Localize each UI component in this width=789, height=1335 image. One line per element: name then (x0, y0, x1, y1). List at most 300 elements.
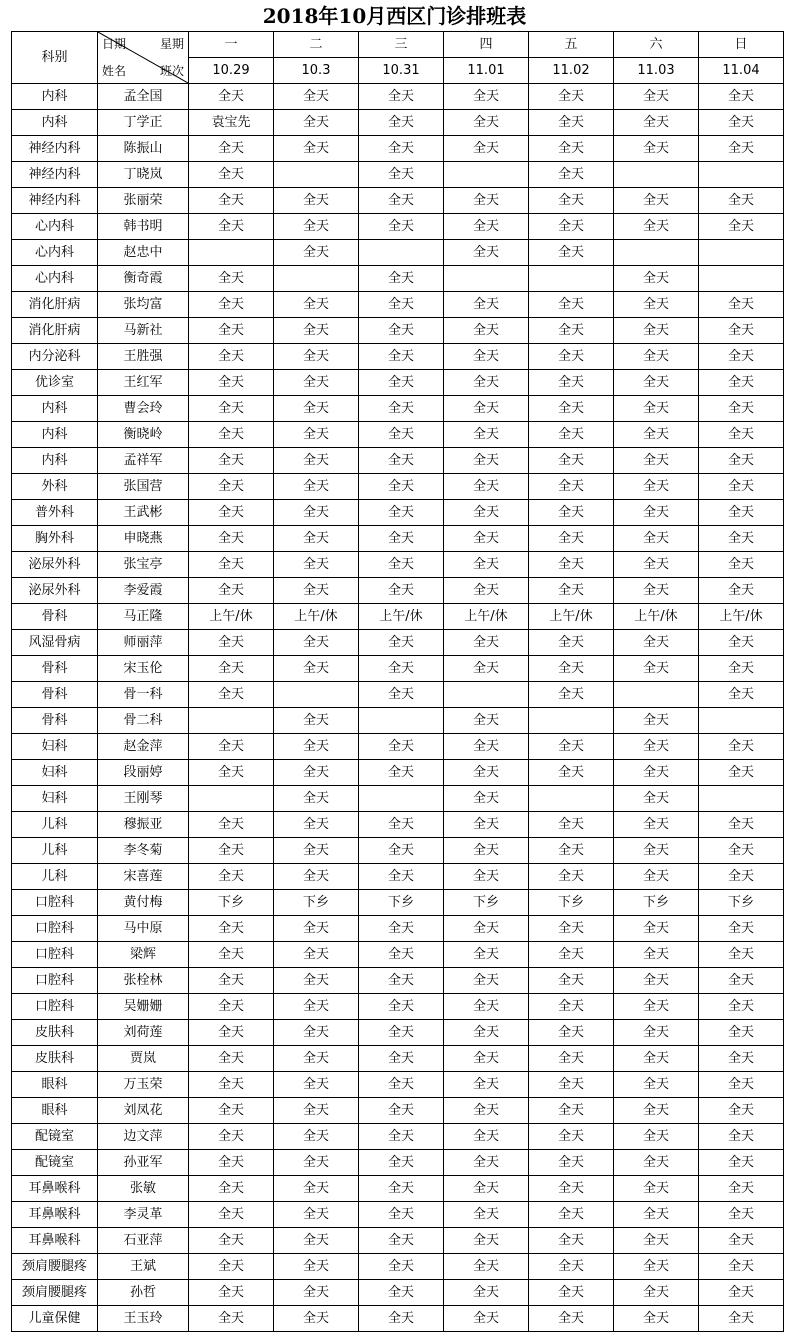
weekday-cell: 二 (274, 32, 359, 58)
dept-cell: 骨科 (12, 656, 98, 682)
shift-cell: 全天 (274, 1280, 359, 1306)
shift-cell: 全天 (614, 786, 699, 812)
shift-cell: 全天 (614, 1124, 699, 1150)
shift-cell: 全天 (699, 630, 784, 656)
shift-cell: 全天 (614, 578, 699, 604)
dept-cell: 配镜室 (12, 1124, 98, 1150)
shift-cell: 下乡 (699, 890, 784, 916)
shift-cell (444, 682, 529, 708)
diag-shift-label: 班次 (159, 64, 184, 78)
shift-cell: 全天 (274, 708, 359, 734)
dept-cell: 内科 (12, 422, 98, 448)
shift-cell: 全天 (529, 1020, 614, 1046)
shift-cell: 上午/休 (189, 604, 274, 630)
shift-cell (529, 786, 614, 812)
shift-cell: 全天 (189, 864, 274, 890)
shift-cell: 全天 (359, 994, 444, 1020)
table-row (12, 708, 784, 734)
shift-cell: 全天 (359, 656, 444, 682)
shift-cell: 全天 (444, 1020, 529, 1046)
shift-cell: 全天 (359, 1072, 444, 1098)
shift-cell: 全天 (359, 942, 444, 968)
shift-cell: 全天 (359, 214, 444, 240)
shift-cell: 全天 (444, 968, 529, 994)
shift-cell: 全天 (699, 110, 784, 136)
shift-cell: 全天 (529, 656, 614, 682)
shift-cell: 全天 (529, 1254, 614, 1280)
dept-cell: 颈肩腰腿疼 (12, 1254, 98, 1280)
shift-cell: 全天 (189, 1280, 274, 1306)
shift-cell: 全天 (359, 448, 444, 474)
shift-cell: 全天 (444, 448, 529, 474)
shift-cell: 全天 (529, 682, 614, 708)
shift-cell (529, 708, 614, 734)
table-row (12, 552, 784, 578)
shift-cell: 全天 (529, 942, 614, 968)
shift-cell: 全天 (444, 1098, 529, 1124)
shift-cell: 全天 (189, 448, 274, 474)
shift-cell: 全天 (529, 760, 614, 786)
shift-cell: 全天 (614, 1098, 699, 1124)
shift-cell: 全天 (359, 1202, 444, 1228)
dept-cell: 耳鼻喉科 (12, 1176, 98, 1202)
shift-cell: 全天 (529, 1202, 614, 1228)
dept-cell: 外科 (12, 474, 98, 500)
shift-cell: 全天 (359, 188, 444, 214)
table-row (12, 318, 784, 344)
dept-cell: 神经内科 (12, 136, 98, 162)
shift-cell: 全天 (614, 942, 699, 968)
shift-cell: 全天 (699, 1202, 784, 1228)
shift-cell: 全天 (444, 474, 529, 500)
shift-cell: 全天 (699, 968, 784, 994)
doctor-name-cell: 段丽婷 (98, 760, 189, 786)
shift-cell: 全天 (274, 864, 359, 890)
dept-cell: 口腔科 (12, 916, 98, 942)
table-row (12, 630, 784, 656)
shift-cell: 全天 (189, 994, 274, 1020)
shift-cell: 全天 (359, 1124, 444, 1150)
shift-cell: 全天 (274, 734, 359, 760)
shift-cell: 全天 (274, 188, 359, 214)
shift-cell: 全天 (529, 864, 614, 890)
shift-cell: 全天 (529, 474, 614, 500)
shift-cell: 全天 (189, 474, 274, 500)
shift-cell: 全天 (274, 84, 359, 110)
shift-cell: 全天 (529, 1306, 614, 1332)
shift-cell: 全天 (444, 1046, 529, 1072)
shift-cell: 全天 (699, 1020, 784, 1046)
shift-cell: 全天 (444, 422, 529, 448)
shift-cell: 全天 (529, 1098, 614, 1124)
shift-cell: 全天 (614, 370, 699, 396)
shift-cell: 上午/休 (614, 604, 699, 630)
dept-cell: 内科 (12, 396, 98, 422)
shift-cell: 全天 (529, 84, 614, 110)
shift-cell: 全天 (189, 162, 274, 188)
shift-cell (274, 682, 359, 708)
shift-cell: 全天 (529, 968, 614, 994)
doctor-name-cell: 万玉荣 (98, 1072, 189, 1098)
diag-date-label: 日期 (102, 37, 127, 51)
table-row (12, 344, 784, 370)
doctor-name-cell: 黄付梅 (98, 890, 189, 916)
shift-cell: 全天 (444, 1072, 529, 1098)
table-row (12, 968, 784, 994)
shift-cell: 全天 (699, 526, 784, 552)
schedule-body (12, 32, 784, 1332)
shift-cell (699, 266, 784, 292)
shift-cell: 全天 (529, 1176, 614, 1202)
shift-cell: 全天 (529, 812, 614, 838)
shift-cell: 全天 (614, 708, 699, 734)
shift-cell: 全天 (274, 786, 359, 812)
dept-cell: 口腔科 (12, 994, 98, 1020)
shift-cell: 全天 (359, 1228, 444, 1254)
date-cell: 10.3 (274, 58, 359, 84)
shift-cell (614, 240, 699, 266)
shift-cell (699, 162, 784, 188)
dept-cell: 泌尿外科 (12, 578, 98, 604)
shift-cell: 全天 (529, 578, 614, 604)
shift-cell: 全天 (614, 838, 699, 864)
shift-cell: 全天 (699, 474, 784, 500)
date-cell: 11.04 (699, 58, 784, 84)
table-row (12, 942, 784, 968)
shift-cell: 全天 (359, 474, 444, 500)
shift-cell (699, 786, 784, 812)
shift-cell: 全天 (359, 578, 444, 604)
shift-cell: 全天 (444, 838, 529, 864)
shift-cell: 全天 (189, 1306, 274, 1332)
table-row (12, 500, 784, 526)
table-row (12, 786, 784, 812)
shift-cell: 全天 (359, 344, 444, 370)
table-row (12, 994, 784, 1020)
doctor-name-cell: 曹会玲 (98, 396, 189, 422)
shift-cell: 全天 (359, 1046, 444, 1072)
shift-cell: 全天 (529, 396, 614, 422)
dept-cell: 普外科 (12, 500, 98, 526)
shift-cell: 全天 (614, 1228, 699, 1254)
shift-cell: 全天 (529, 188, 614, 214)
shift-cell: 全天 (359, 84, 444, 110)
shift-cell: 全天 (359, 682, 444, 708)
dept-cell: 妇科 (12, 786, 98, 812)
doctor-name-cell: 衡晓岭 (98, 422, 189, 448)
shift-cell: 全天 (359, 864, 444, 890)
doctor-name-cell: 孙哲 (98, 1280, 189, 1306)
shift-cell: 全天 (699, 1046, 784, 1072)
doctor-name-cell: 刘荷莲 (98, 1020, 189, 1046)
shift-cell: 全天 (614, 1150, 699, 1176)
shift-cell: 全天 (274, 292, 359, 318)
shift-cell (359, 708, 444, 734)
shift-cell: 上午/休 (274, 604, 359, 630)
dept-cell: 消化肝病 (12, 292, 98, 318)
shift-cell: 全天 (529, 1124, 614, 1150)
table-row (12, 656, 784, 682)
shift-cell: 全天 (274, 838, 359, 864)
shift-cell: 全天 (529, 994, 614, 1020)
shift-cell: 全天 (529, 292, 614, 318)
shift-cell: 全天 (444, 344, 529, 370)
shift-cell: 全天 (274, 1306, 359, 1332)
table-row (12, 734, 784, 760)
dept-cell: 骨科 (12, 708, 98, 734)
dept-cell: 耳鼻喉科 (12, 1202, 98, 1228)
dept-header: 科别 (12, 32, 98, 84)
table-row (12, 838, 784, 864)
shift-cell: 全天 (274, 240, 359, 266)
shift-cell: 全天 (359, 1150, 444, 1176)
shift-cell: 全天 (274, 1046, 359, 1072)
dept-cell: 儿童保健 (12, 1306, 98, 1332)
shift-cell: 全天 (359, 1280, 444, 1306)
dept-cell: 内科 (12, 448, 98, 474)
shift-cell: 全天 (274, 1176, 359, 1202)
shift-cell: 全天 (359, 968, 444, 994)
dept-cell: 心内科 (12, 240, 98, 266)
shift-cell: 全天 (614, 318, 699, 344)
dept-cell: 消化肝病 (12, 318, 98, 344)
doctor-name-cell: 吴姗姗 (98, 994, 189, 1020)
shift-cell: 全天 (444, 84, 529, 110)
dept-cell: 眼科 (12, 1072, 98, 1098)
shift-cell: 全天 (529, 370, 614, 396)
shift-cell: 全天 (529, 916, 614, 942)
doctor-name-cell: 孟祥军 (98, 448, 189, 474)
dept-cell: 颈肩腰腿疼 (12, 1280, 98, 1306)
shift-cell: 全天 (359, 500, 444, 526)
table-row (12, 162, 784, 188)
shift-cell: 全天 (444, 1254, 529, 1280)
table-row (12, 604, 784, 630)
shift-cell: 全天 (529, 422, 614, 448)
table-row (12, 292, 784, 318)
shift-cell: 全天 (274, 656, 359, 682)
shift-cell: 全天 (699, 1072, 784, 1098)
shift-cell: 全天 (444, 552, 529, 578)
shift-cell: 全天 (359, 1254, 444, 1280)
diag-name-label: 姓名 (102, 64, 127, 78)
dept-cell: 内科 (12, 84, 98, 110)
shift-cell: 全天 (444, 500, 529, 526)
shift-cell: 全天 (444, 188, 529, 214)
shift-cell: 全天 (274, 318, 359, 344)
shift-cell: 全天 (359, 136, 444, 162)
shift-cell: 全天 (699, 1306, 784, 1332)
table-row (12, 812, 784, 838)
shift-cell (699, 708, 784, 734)
shift-cell: 全天 (529, 1150, 614, 1176)
doctor-name-cell: 张丽荣 (98, 188, 189, 214)
doctor-name-cell: 王武彬 (98, 500, 189, 526)
doctor-name-cell: 韩书明 (98, 214, 189, 240)
shift-cell: 全天 (699, 942, 784, 968)
shift-cell (274, 266, 359, 292)
shift-cell: 全天 (189, 292, 274, 318)
dept-cell: 心内科 (12, 214, 98, 240)
shift-cell: 全天 (614, 292, 699, 318)
dept-cell: 心内科 (12, 266, 98, 292)
shift-cell: 全天 (189, 838, 274, 864)
shift-cell: 全天 (274, 1072, 359, 1098)
date-cell: 11.02 (529, 58, 614, 84)
shift-cell: 全天 (274, 344, 359, 370)
doctor-name-cell: 李灵革 (98, 1202, 189, 1228)
shift-cell: 全天 (189, 188, 274, 214)
shift-cell: 全天 (529, 448, 614, 474)
doctor-name-cell: 贾岚 (98, 1046, 189, 1072)
shift-cell: 全天 (359, 370, 444, 396)
shift-cell: 全天 (614, 526, 699, 552)
shift-cell: 袁宝先 (189, 110, 274, 136)
shift-cell: 全天 (359, 318, 444, 344)
shift-cell: 全天 (614, 968, 699, 994)
doctor-name-cell: 王斌 (98, 1254, 189, 1280)
shift-cell: 全天 (699, 318, 784, 344)
table-row (12, 1280, 784, 1306)
shift-cell: 全天 (189, 734, 274, 760)
shift-cell: 全天 (529, 1280, 614, 1306)
shift-cell: 全天 (189, 552, 274, 578)
shift-cell: 全天 (699, 864, 784, 890)
shift-cell: 全天 (444, 370, 529, 396)
shift-cell: 全天 (444, 708, 529, 734)
date-cell: 11.01 (444, 58, 529, 84)
shift-cell: 全天 (699, 292, 784, 318)
weekday-cell: 一 (189, 32, 274, 58)
doctor-name-cell: 王刚琴 (98, 786, 189, 812)
shift-cell: 全天 (189, 136, 274, 162)
shift-cell: 全天 (189, 682, 274, 708)
table-row (12, 84, 784, 110)
shift-cell: 全天 (614, 812, 699, 838)
shift-cell: 全天 (189, 812, 274, 838)
shift-cell: 全天 (614, 474, 699, 500)
shift-cell: 全天 (189, 656, 274, 682)
table-row (12, 1176, 784, 1202)
shift-cell (189, 786, 274, 812)
shift-cell (529, 266, 614, 292)
shift-cell: 全天 (614, 136, 699, 162)
shift-cell: 全天 (444, 292, 529, 318)
shift-cell: 全天 (189, 1020, 274, 1046)
table-row (12, 1124, 784, 1150)
shift-cell: 全天 (444, 630, 529, 656)
shift-cell: 全天 (614, 448, 699, 474)
shift-cell: 全天 (444, 136, 529, 162)
shift-cell: 全天 (274, 110, 359, 136)
table-row (12, 864, 784, 890)
shift-cell: 全天 (274, 422, 359, 448)
shift-cell: 全天 (189, 1176, 274, 1202)
dept-cell: 口腔科 (12, 942, 98, 968)
shift-cell: 全天 (699, 1176, 784, 1202)
shift-cell: 全天 (699, 656, 784, 682)
weekday-cell: 五 (529, 32, 614, 58)
doctor-name-cell: 石亚萍 (98, 1228, 189, 1254)
shift-cell (274, 162, 359, 188)
table-row (12, 474, 784, 500)
shift-cell: 全天 (529, 500, 614, 526)
shift-cell: 全天 (614, 1202, 699, 1228)
shift-cell: 全天 (359, 526, 444, 552)
date-cell: 10.29 (189, 58, 274, 84)
shift-cell: 全天 (699, 682, 784, 708)
shift-cell: 全天 (614, 422, 699, 448)
doctor-name-cell: 马中原 (98, 916, 189, 942)
shift-cell: 全天 (444, 786, 529, 812)
shift-cell: 全天 (699, 500, 784, 526)
shift-cell: 全天 (189, 1098, 274, 1124)
weekday-cell: 日 (699, 32, 784, 58)
shift-cell: 全天 (189, 1072, 274, 1098)
shift-cell: 全天 (699, 422, 784, 448)
shift-cell: 全天 (699, 552, 784, 578)
shift-cell: 全天 (359, 760, 444, 786)
shift-cell: 全天 (614, 1306, 699, 1332)
shift-cell: 全天 (699, 578, 784, 604)
date-cell: 11.03 (614, 58, 699, 84)
shift-cell: 全天 (699, 734, 784, 760)
doctor-name-cell: 张敏 (98, 1176, 189, 1202)
shift-cell: 全天 (359, 396, 444, 422)
shift-cell: 上午/休 (529, 604, 614, 630)
table-row (12, 110, 784, 136)
weekday-cell: 三 (359, 32, 444, 58)
shift-cell: 全天 (529, 110, 614, 136)
shift-cell: 全天 (189, 1150, 274, 1176)
shift-cell (359, 786, 444, 812)
diag-weekday-label: 星期 (159, 37, 184, 51)
shift-cell: 全天 (529, 1228, 614, 1254)
shift-cell: 全天 (444, 526, 529, 552)
shift-cell: 全天 (614, 110, 699, 136)
shift-cell: 全天 (274, 942, 359, 968)
shift-cell: 全天 (614, 1280, 699, 1306)
shift-cell: 全天 (699, 344, 784, 370)
table-row (12, 682, 784, 708)
table-row (12, 1254, 784, 1280)
table-row (12, 1072, 784, 1098)
shift-cell: 全天 (529, 136, 614, 162)
shift-cell: 全天 (614, 1072, 699, 1098)
shift-cell: 全天 (359, 1176, 444, 1202)
shift-cell (614, 682, 699, 708)
shift-cell: 下乡 (614, 890, 699, 916)
shift-cell: 全天 (274, 1020, 359, 1046)
table-row (12, 370, 784, 396)
shift-cell: 全天 (274, 1228, 359, 1254)
shift-cell: 全天 (699, 1098, 784, 1124)
shift-cell: 全天 (614, 396, 699, 422)
shift-cell: 全天 (274, 916, 359, 942)
shift-cell: 全天 (529, 1072, 614, 1098)
table-row (12, 890, 784, 916)
dept-cell: 风湿骨病 (12, 630, 98, 656)
shift-cell: 全天 (699, 1124, 784, 1150)
shift-cell: 全天 (359, 812, 444, 838)
shift-cell: 全天 (359, 292, 444, 318)
shift-cell: 全天 (614, 84, 699, 110)
shift-cell: 全天 (529, 1046, 614, 1072)
weekday-cell: 六 (614, 32, 699, 58)
doctor-name-cell: 赵忠中 (98, 240, 189, 266)
shift-cell: 全天 (699, 188, 784, 214)
shift-cell: 全天 (614, 916, 699, 942)
